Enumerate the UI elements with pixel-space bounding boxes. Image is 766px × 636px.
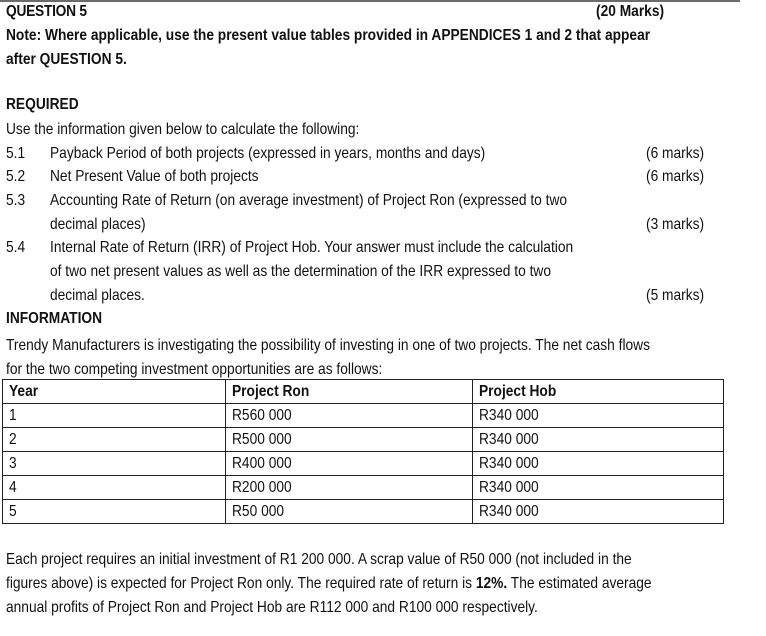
cell-year: 2 xyxy=(3,428,226,452)
cash-flow-table xyxy=(2,379,724,524)
cell-hob: R340 000 xyxy=(473,428,724,452)
required-rate: 12%. xyxy=(475,575,508,592)
footer-line-2-end: The estimated average xyxy=(507,575,652,592)
req-text-line: decimal places. xyxy=(50,287,145,304)
table-row xyxy=(3,452,724,476)
cell-year: 1 xyxy=(3,404,226,428)
cell-hob: R340 000 xyxy=(473,404,724,428)
header-year: Year xyxy=(3,380,226,404)
table-row xyxy=(3,476,724,500)
req-number: 5.1 xyxy=(6,145,26,162)
req-text-line: Payback Period of both projects (expressed in years, months and days) xyxy=(50,145,486,162)
cell-ron: R560 000 xyxy=(226,404,473,428)
cell-year: 5 xyxy=(3,500,226,524)
cell-ron: R200 000 xyxy=(226,476,473,500)
top-rule xyxy=(0,0,740,2)
note xyxy=(6,24,711,72)
table-header-row xyxy=(3,380,724,404)
cell-ron: R400 000 xyxy=(226,452,473,476)
footer-line-2-start: figures above) is expected for Project Ron only. The required rate of return is xyxy=(6,575,476,592)
footer-line-1: Each project requires an initial investment of R1 200 000. A scrap value of R50 000 (not included in the xyxy=(6,551,632,568)
cell-year: 4 xyxy=(3,476,226,500)
req-number: 5.3 xyxy=(6,192,26,209)
req-text-line: Accounting Rate of Return (on average investment) of Project Ron (expressed to two xyxy=(50,192,568,209)
header-project-hob: Project Hob xyxy=(473,380,724,404)
cell-year: 3 xyxy=(3,452,226,476)
cell-hob: R340 000 xyxy=(473,476,724,500)
req-marks: (6 marks) xyxy=(646,145,705,162)
req-marks: (3 marks) xyxy=(646,216,705,233)
req-marks: (5 marks) xyxy=(646,287,705,304)
req-text-line: Internal Rate of Return (IRR) of Project Hob. Your answer must include the calculation xyxy=(50,239,574,256)
information-text xyxy=(6,334,650,382)
cell-ron: R50 000 xyxy=(226,500,473,524)
required-heading: REQUIRED xyxy=(6,96,79,113)
footer-paragraph xyxy=(6,548,737,620)
req-text-line: of two net present values as well as the determination of the IRR expressed to two xyxy=(50,263,551,280)
cell-ron: R500 000 xyxy=(226,428,473,452)
information-line-1: Trendy Manufacturers is investigating the possibility of investing in one of two projects. The net cash flows xyxy=(6,337,650,354)
cell-hob: R340 000 xyxy=(473,452,724,476)
question-marks: (20 Marks) xyxy=(596,3,665,20)
information-line-2: for the two competing investment opportunities are as follows: xyxy=(6,361,383,378)
information-heading: INFORMATION xyxy=(6,310,103,327)
note-line-1: Note: Where applicable, use the present value tables provided in APPENDICES 1 and 2 that appear xyxy=(6,27,651,44)
req-text-line: Net Present Value of both projects xyxy=(50,168,259,185)
footer-line-3: annual profits of Project Ron and Project Hob are R112 000 and R100 000 respectively. xyxy=(6,599,538,616)
footer-line-2 xyxy=(6,572,737,596)
req-number: 5.4 xyxy=(6,239,26,256)
header-project-ron: Project Ron xyxy=(226,380,473,404)
req-number: 5.2 xyxy=(6,168,26,185)
table-row xyxy=(3,428,724,452)
required-intro: Use the information given below to calculate the following: xyxy=(6,121,360,138)
table-row xyxy=(3,500,724,524)
req-marks: (6 marks) xyxy=(646,168,705,185)
req-text-line: decimal places) xyxy=(50,216,146,233)
cell-hob: R340 000 xyxy=(473,500,724,524)
table-row xyxy=(3,404,724,428)
note-line-2: after QUESTION 5. xyxy=(6,51,127,68)
question-title: QUESTION 5 xyxy=(6,3,87,20)
